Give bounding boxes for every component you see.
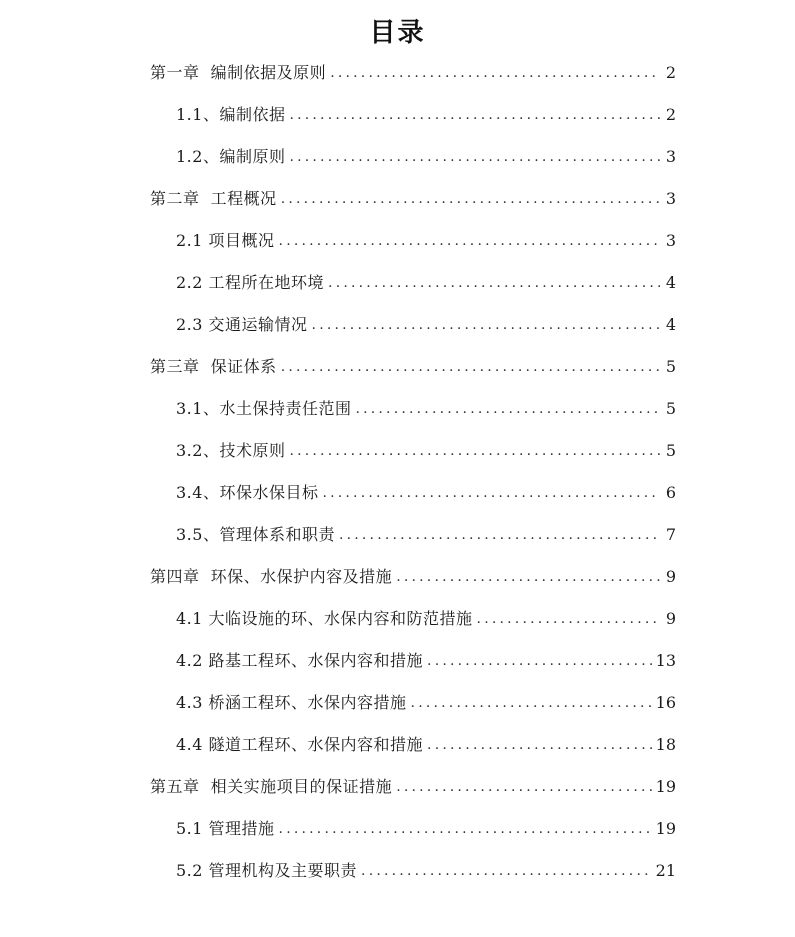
toc-entry-text: 2.3 交通运输情况 bbox=[176, 315, 308, 334]
toc-entry-text: 4.2 路基工程环、水保内容和措施 bbox=[176, 651, 424, 670]
dot-leader bbox=[289, 441, 660, 461]
toc-page-number: 2 bbox=[665, 63, 676, 82]
toc-entry-text: 4.3 桥涵工程环、水保内容措施 bbox=[176, 693, 407, 712]
dot-leader bbox=[328, 273, 660, 293]
dot-leader bbox=[339, 525, 660, 545]
toc-entry-text: 1.1、编制依据 bbox=[176, 105, 286, 124]
toc-page-number: 5 bbox=[665, 441, 676, 460]
toc-page-number: 21 bbox=[655, 861, 676, 880]
toc-page-number: 4 bbox=[665, 273, 676, 292]
toc-entry-chapter-3[interactable] bbox=[150, 349, 676, 377]
toc-page-number: 19 bbox=[655, 777, 676, 796]
toc-entry-1-1[interactable] bbox=[176, 97, 676, 125]
toc-page-number: 18 bbox=[655, 735, 676, 754]
toc-page-number: 7 bbox=[665, 525, 676, 544]
toc-entry-4-2[interactable] bbox=[176, 643, 676, 671]
toc-entry-2-3[interactable] bbox=[176, 307, 676, 335]
toc-page-number: 3 bbox=[665, 231, 676, 250]
toc-entry-text: 1.2、编制原则 bbox=[176, 147, 286, 166]
dot-leader bbox=[281, 189, 660, 209]
toc-page-number: 2 bbox=[665, 105, 676, 124]
toc-entry-text: 3.4、环保水保目标 bbox=[176, 483, 319, 502]
toc-entry-5-1[interactable] bbox=[176, 811, 676, 839]
dot-leader bbox=[396, 777, 651, 797]
toc-entry-chapter-4[interactable] bbox=[150, 559, 676, 587]
dot-leader bbox=[411, 693, 652, 713]
toc-page-number: 9 bbox=[665, 609, 676, 628]
dot-leader bbox=[322, 483, 660, 503]
toc-entry-chapter-1[interactable] bbox=[150, 55, 676, 83]
toc-page-number: 3 bbox=[665, 189, 676, 208]
toc-entry-4-4[interactable] bbox=[176, 727, 676, 755]
toc-entry-text: 2.1 项目概况 bbox=[176, 231, 275, 250]
toc-page-number: 13 bbox=[655, 651, 676, 670]
dot-leader bbox=[281, 357, 660, 377]
dot-leader bbox=[312, 315, 660, 335]
toc-entry-text: 第四章 环保、水保护内容及措施 bbox=[150, 567, 393, 586]
toc-page-number: 9 bbox=[665, 567, 676, 586]
toc-entry-text: 5.1 管理措施 bbox=[176, 819, 275, 838]
toc-entry-text: 3.2、技术原则 bbox=[176, 441, 286, 460]
toc-entry-text: 5.2 管理机构及主要职责 bbox=[176, 861, 358, 880]
toc-page-number: 16 bbox=[655, 693, 676, 712]
toc-entry-2-2[interactable] bbox=[176, 265, 676, 293]
dot-leader bbox=[330, 63, 660, 83]
toc-entry-text: 4.4 隧道工程环、水保内容和措施 bbox=[176, 735, 424, 754]
dot-leader bbox=[289, 147, 660, 167]
toc-page-number: 6 bbox=[665, 483, 676, 502]
dot-leader bbox=[396, 567, 660, 587]
dot-leader bbox=[477, 609, 660, 629]
toc-title: 目录 bbox=[369, 18, 426, 48]
toc-entry-chapter-2[interactable] bbox=[150, 181, 676, 209]
toc-entry-text: 3.1、水土保持责任范围 bbox=[176, 399, 352, 418]
toc-entry-text: 第三章 保证体系 bbox=[150, 357, 277, 376]
dot-leader bbox=[289, 105, 660, 125]
toc-page-number: 4 bbox=[665, 315, 676, 334]
toc-entry-2-1[interactable] bbox=[176, 223, 676, 251]
toc-page-number: 5 bbox=[665, 399, 676, 418]
toc-entry-3-2[interactable] bbox=[176, 433, 676, 461]
toc-page-number: 5 bbox=[665, 357, 676, 376]
dot-leader bbox=[361, 861, 652, 881]
toc-entry-text: 2.2 工程所在地环境 bbox=[176, 273, 325, 292]
dot-leader bbox=[427, 651, 652, 671]
dot-leader bbox=[279, 819, 652, 839]
toc-entry-text: 4.1 大临设施的环、水保内容和防范措施 bbox=[176, 609, 473, 628]
toc-entry-3-4[interactable] bbox=[176, 475, 676, 503]
toc-page-number: 3 bbox=[665, 147, 676, 166]
toc-entry-text: 第二章 工程概况 bbox=[150, 189, 277, 208]
toc-entry-text: 第五章 相关实施项目的保证措施 bbox=[150, 777, 393, 796]
toc-entry-chapter-5[interactable] bbox=[150, 769, 676, 797]
toc-page-number: 19 bbox=[655, 819, 676, 838]
toc-entry-4-1[interactable] bbox=[176, 601, 676, 629]
dot-leader bbox=[427, 735, 652, 755]
toc-entry-text: 第一章 编制依据及原则 bbox=[150, 63, 327, 82]
dot-leader bbox=[279, 231, 660, 251]
toc-entry-3-5[interactable] bbox=[176, 517, 676, 545]
dot-leader bbox=[355, 399, 660, 419]
toc-entry-text: 3.5、管理体系和职责 bbox=[176, 525, 335, 544]
toc-entry-1-2[interactable] bbox=[176, 139, 676, 167]
toc-entry-5-2[interactable] bbox=[176, 853, 676, 881]
toc-entry-3-1[interactable] bbox=[176, 391, 676, 419]
toc-entry-4-3[interactable] bbox=[176, 685, 676, 713]
